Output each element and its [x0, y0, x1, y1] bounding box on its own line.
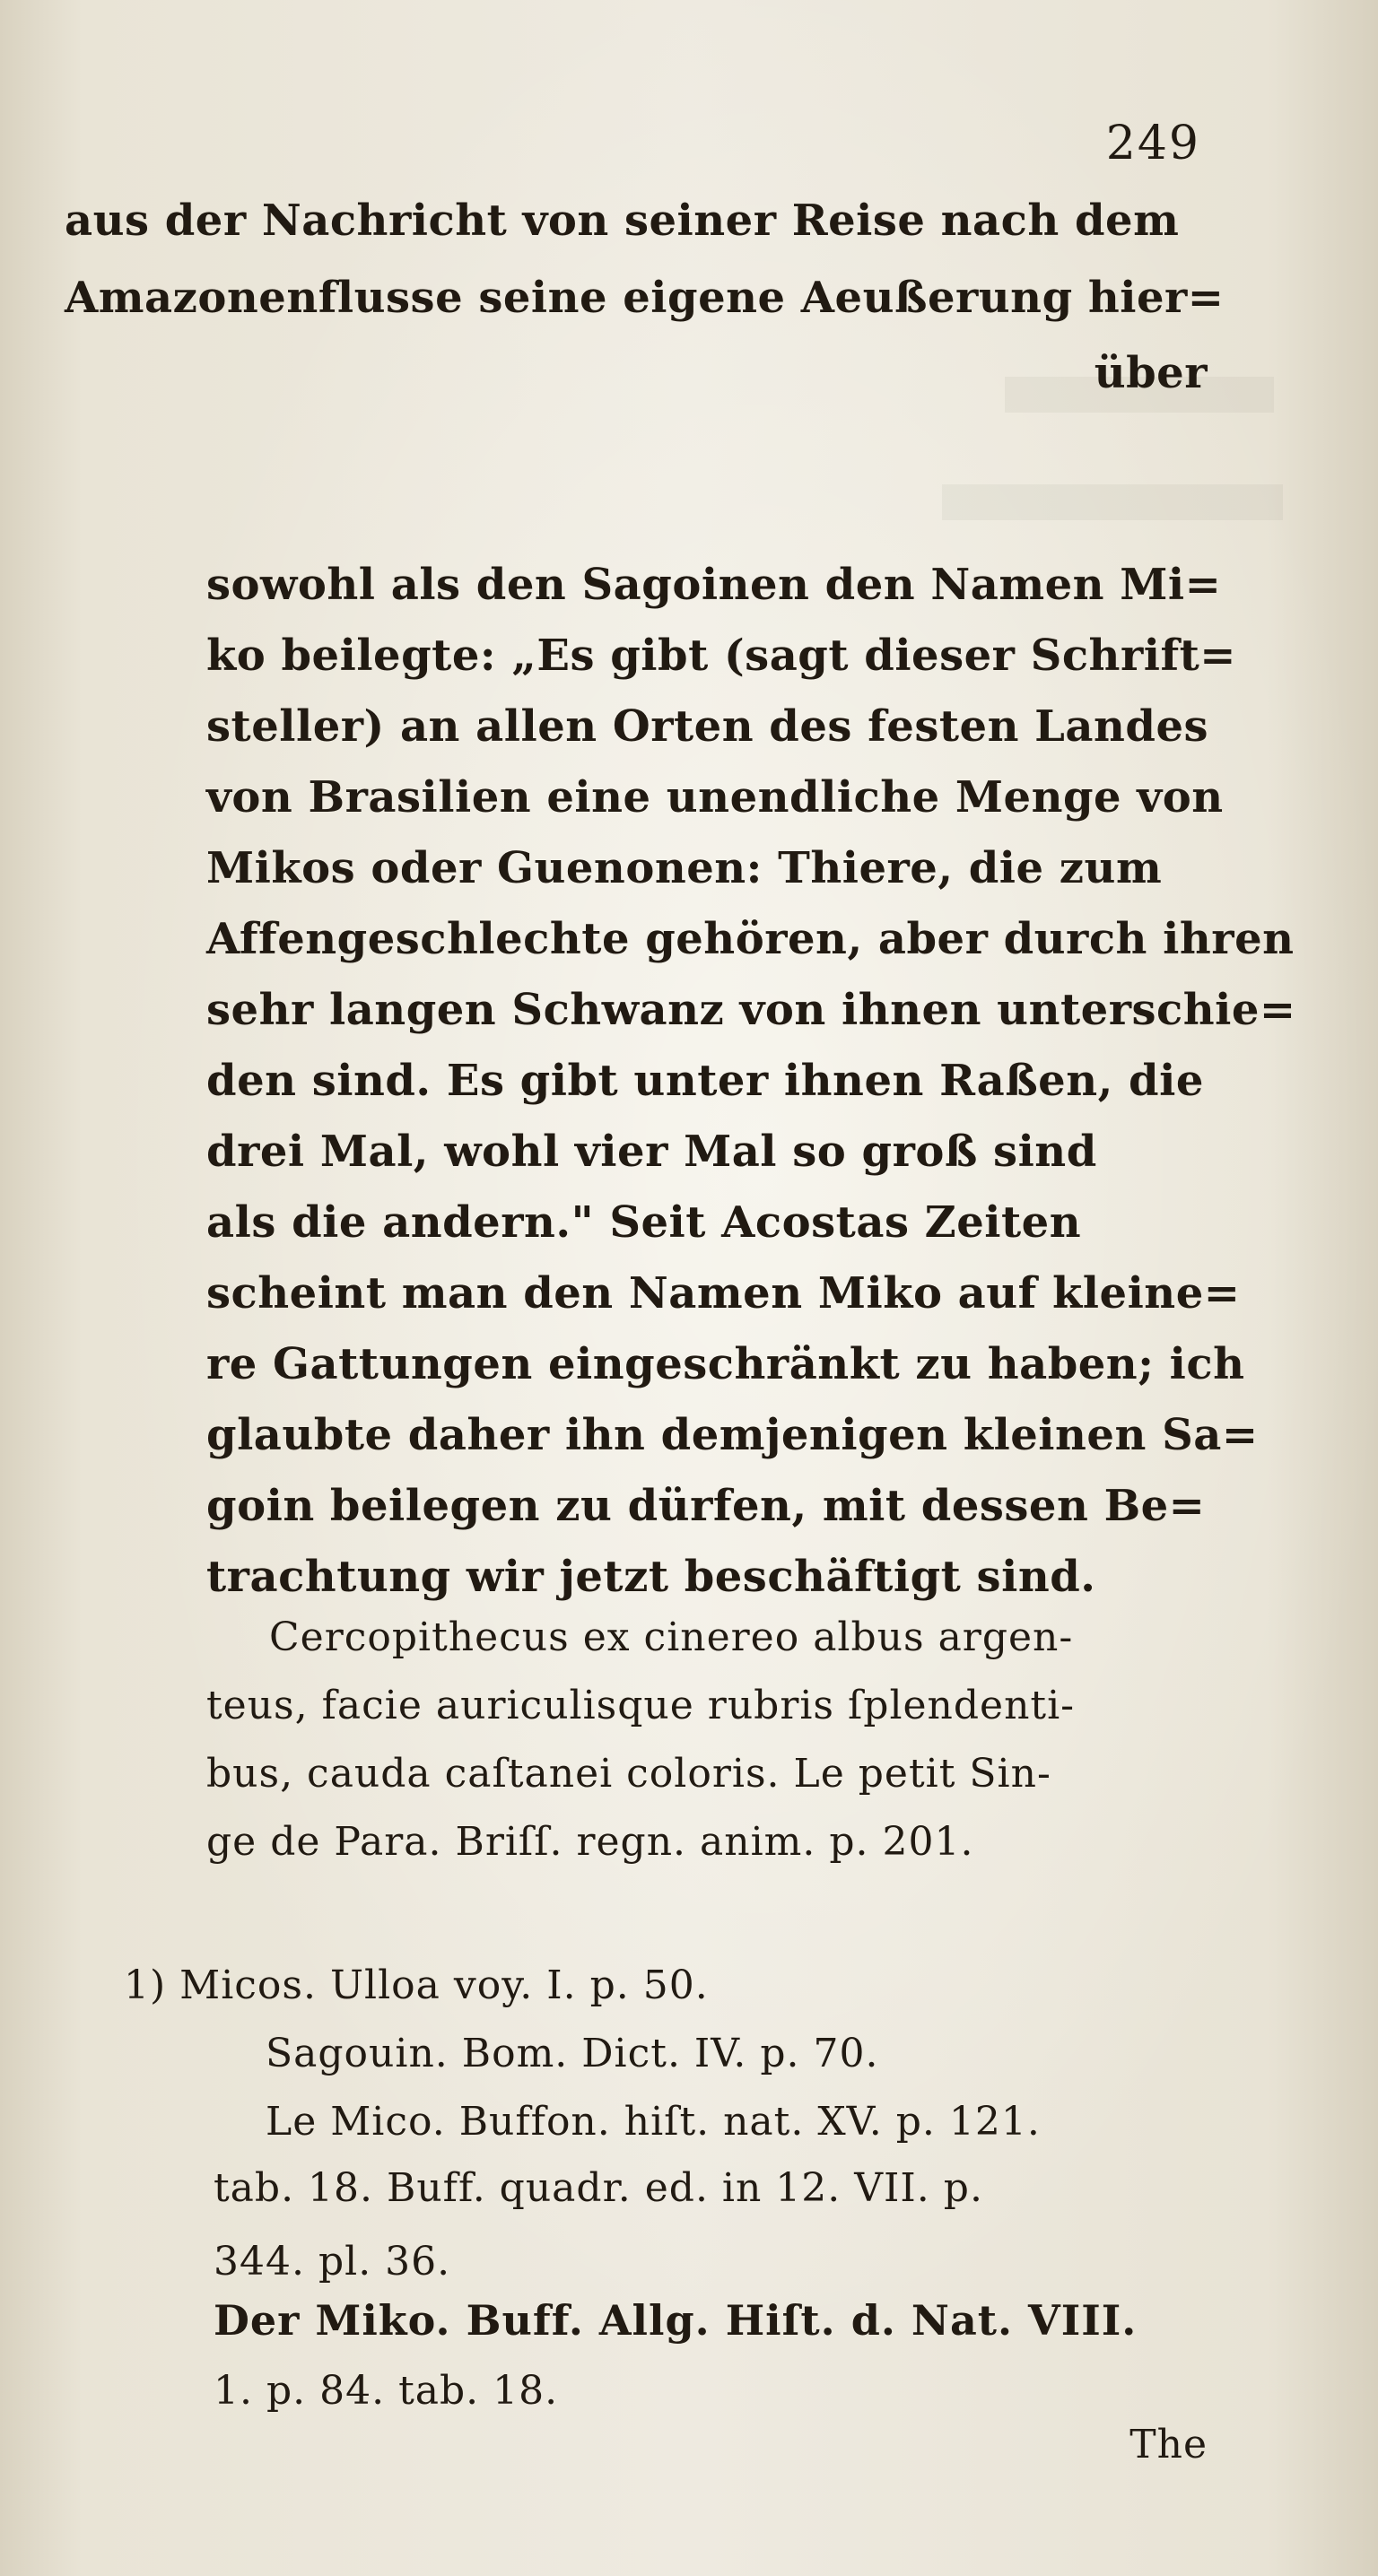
footnote-line: tab. 18. Buff. quadr. ed. in 12. VII. p. [214, 2165, 983, 2211]
text-line: von Brasilien eine unendliche Menge von [206, 772, 1224, 822]
text-line: Amazonenflusse seine eigene Aeußerung hier= [65, 273, 1225, 323]
text-line: aus der Nachricht von seiner Reise nach dem [65, 196, 1180, 246]
text-line: trachtung wir jetzt beschäftigt sind. [206, 1552, 1096, 1602]
catchword: The [1129, 2422, 1208, 2467]
footnote-line: Le Mico. Buffon. hiſt. nat. XV. p. 121. [266, 2099, 1041, 2145]
text-line: ge de Para. Briſſ. regn. anim. p. 201. [206, 1819, 974, 1865]
footnote-line: 344. pl. 36. [214, 2239, 451, 2284]
text-line: sowohl als den Sagoinen den Namen Mi= [206, 560, 1222, 610]
footnote-line: 1. p. 84. tab. 18. [214, 2368, 559, 2414]
text-line: Cercopithecus ex cinereo albus argen- [269, 1614, 1074, 1660]
footnote-line: 1) Micos. Ulloa voy. I. p. 50. [124, 1962, 709, 2008]
footnote-line: Sagouin. Bom. Dict. IV. p. 70. [266, 2031, 879, 2076]
text-line: goin beilegen zu dürfen, mit dessen Be= [206, 1481, 1206, 1531]
text-line: re Gattungen eingeschränkt zu haben; ich [206, 1339, 1245, 1389]
text-line: Mikos oder Guenonen: Thiere, die zum [206, 843, 1163, 893]
text-line: ko beilegte: „Es gibt (sagt dieser Schrift= [206, 631, 1236, 681]
text-line: Affengeschlechte gehören, aber durch ihren [206, 914, 1295, 964]
text-line: drei Mal, wohl vier Mal so groß sind [206, 1127, 1097, 1177]
text-line: den sind. Es gibt unter ihnen Raßen, die [206, 1056, 1204, 1106]
text-line: scheint man den Namen Miko auf kleine= [206, 1268, 1241, 1318]
text-line: steller) an allen Orten des festen Landes [206, 701, 1209, 752]
show-through-bleed [942, 484, 1283, 520]
text-line: über [1094, 348, 1208, 398]
text-line: bus, cauda caſtanei coloris. Le petit Sin- [206, 1751, 1051, 1797]
text-line: glaubte daher ihn demjenigen kleinen Sa= [206, 1410, 1259, 1460]
page-number: 249 [1105, 117, 1200, 170]
text-line: sehr langen Schwanz von ihnen unterschie= [206, 985, 1296, 1035]
text-line: teus, facie auriculisque rubris ſplendenti- [206, 1683, 1076, 1728]
footnote-line: Der Miko. Buff. Allg. Hiſt. d. Nat. VIII. [214, 2296, 1138, 2345]
text-line: als die andern." Seit Acostas Zeiten [206, 1197, 1082, 1248]
